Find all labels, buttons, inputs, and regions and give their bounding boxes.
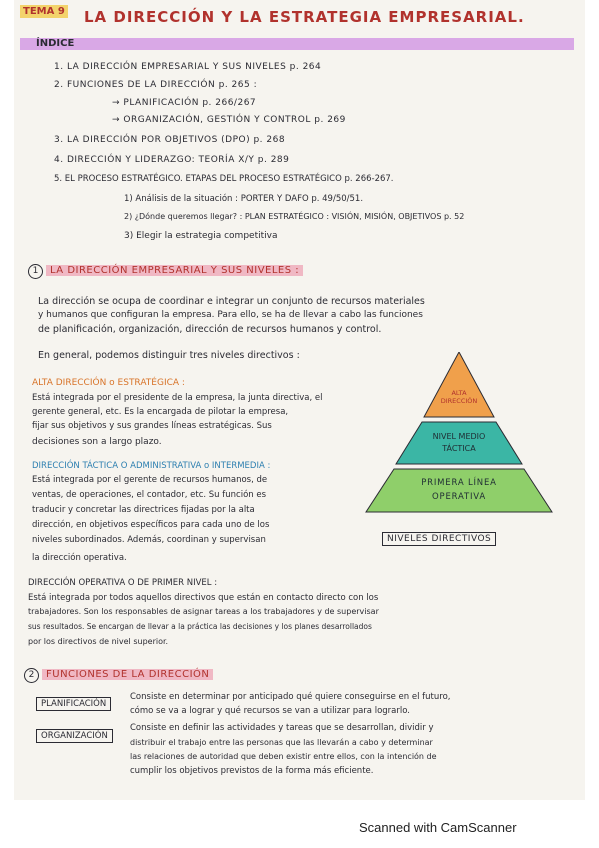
general-line: En general, podemos distinguir tres niveles directivos : xyxy=(38,350,300,361)
alta-title: ALTA DIRECCIÓN o ESTRATÉGICA : xyxy=(32,378,185,388)
tactica-line: ventas, de operaciones, el contador, etc. Su función es xyxy=(32,490,267,500)
notebook-page xyxy=(14,0,585,800)
organizacion-line: Consiste en definir las actividades y tareas que se desarrollan, dividir y xyxy=(130,723,434,733)
section2-number: 2 xyxy=(24,668,39,683)
alta-line: decisiones son a largo plazo. xyxy=(32,437,162,447)
section2-title: FUNCIONES DE LA DIRECCIÓN xyxy=(42,669,213,680)
planificacion-line: cómo se va a lograr y qué recursos se van a utilizar para lograrlo. xyxy=(130,706,410,716)
pyramid-bottom-label: PRIMERA LÍNEA OPERATIVA xyxy=(421,478,497,502)
intro-line: y humanos que configuran la empresa. Para ello, se ha de llevar a cabo las funciones xyxy=(38,310,423,320)
operativa-title: DIRECCIÓN OPERATIVA O DE PRIMER NIVEL : xyxy=(28,578,218,588)
planificacion-line: Consiste en determinar por anticipado qué quiere conseguirse en el futuro, xyxy=(130,692,451,702)
indice-item: 1. LA DIRECCIÓN EMPRESARIAL Y SUS NIVELES p. 264 xyxy=(54,62,322,72)
page-title: LA DIRECCIÓN Y LA ESTRATEGIA EMPRESARIAL. xyxy=(84,8,525,26)
operativa-line: trabajadores. Son los responsables de asignar tareas a los trabajadores y de supervisar xyxy=(28,607,379,616)
camscanner-watermark: Scanned with CamScanner xyxy=(359,820,517,835)
pyramid-top-label: ALTA DIRECCIÓN xyxy=(440,389,478,405)
indice-item: 3) Elegir la estrategia competitiva xyxy=(124,231,278,241)
operativa-line: por los directivos de nivel superior. xyxy=(28,637,169,646)
indice-item: 3. LA DIRECCIÓN POR OBJETIVOS (DPO) p. 268 xyxy=(54,135,286,145)
operativa-line: sus resultados. Se encargan de llevar a la práctica las decisiones y los planes desarrollados xyxy=(28,622,372,631)
indice-heading: ÍNDICE xyxy=(36,38,75,49)
pyramid-middle-label: NIVEL MEDIO TÁCTICA xyxy=(432,432,486,453)
indice-item: 5. EL PROCESO ESTRATÉGICO. ETAPAS DEL PROCESO ESTRATÉGICO p. 266-267. xyxy=(54,174,394,184)
indice-item: 1) Análisis de la situación : PORTER Y DAFO p. 49/50/51. xyxy=(124,194,364,204)
pyramid-caption: NIVELES DIRECTIVOS xyxy=(382,532,496,546)
indice-item: 2. FUNCIONES DE LA DIRECCIÓN p. 265 : xyxy=(54,80,258,90)
alta-line: fijar sus objetivos y sus grandes líneas estratégicas. Sus xyxy=(32,421,272,431)
organizacion-line: distribuir el trabajo entre las personas que las llevarán a cabo y determinar xyxy=(130,738,433,747)
indice-item: 4. DIRECCIÓN Y LIDERAZGO: TEORÍA X/Y p. 289 xyxy=(54,155,290,165)
tactica-line: traducir y concretar las directrices fijadas por la alta xyxy=(32,505,255,515)
planificacion-label: PLANIFICACIÓN xyxy=(36,697,111,711)
organizacion-line: cumplir los objetivos previstos de la forma más eficiente. xyxy=(130,766,374,776)
indice-item: → ORGANIZACIÓN, GESTIÓN Y CONTROL p. 269 xyxy=(112,115,346,125)
tactica-line: Está integrada por el gerente de recursos humanos, de xyxy=(32,475,268,485)
alta-line: gerente general, etc. Es la encargada de pilotar la empresa, xyxy=(32,407,289,417)
section1-title: LA DIRECCIÓN EMPRESARIAL Y SUS NIVELES : xyxy=(46,265,303,276)
alta-line: Está integrada por el presidente de la empresa, la junta directiva, el xyxy=(32,393,323,403)
organizacion-label: ORGANIZACIÓN xyxy=(36,729,113,743)
tactica-line: niveles subordinados. Además, coordinan y supervisan xyxy=(32,535,266,545)
intro-line: de planificación, organización, dirección de recursos humanos y control. xyxy=(38,324,382,335)
organizacion-line: las relaciones de autoridad que deben existir entre ellos, con la intención de xyxy=(130,752,437,761)
pyramid-top-level xyxy=(424,352,494,417)
section1-number: 1 xyxy=(28,264,43,279)
intro-line: La dirección se ocupa de coordinar e integrar un conjunto de recursos materiales xyxy=(38,296,425,307)
tactica-line: dirección, en objetivos específicos para cada uno de los xyxy=(32,520,270,530)
tactica-line: la dirección operativa. xyxy=(32,553,127,563)
indice-bar xyxy=(20,38,574,50)
tactica-title: DIRECCIÓN TÁCTICA O ADMINISTRATIVA o INTERMEDIA : xyxy=(32,461,271,471)
indice-item: 2) ¿Dónde queremos llegar? : PLAN ESTRATÉGICO : VISIÓN, MISIÓN, OBJETIVOS p. 52 xyxy=(124,212,465,221)
indice-item: → PLANIFICACIÓN p. 266/267 xyxy=(112,98,257,108)
tema-label: TEMA 9 xyxy=(20,6,68,17)
operativa-line: Está integrada por todos aquellos directivos que están en contacto directo con los xyxy=(28,593,379,603)
